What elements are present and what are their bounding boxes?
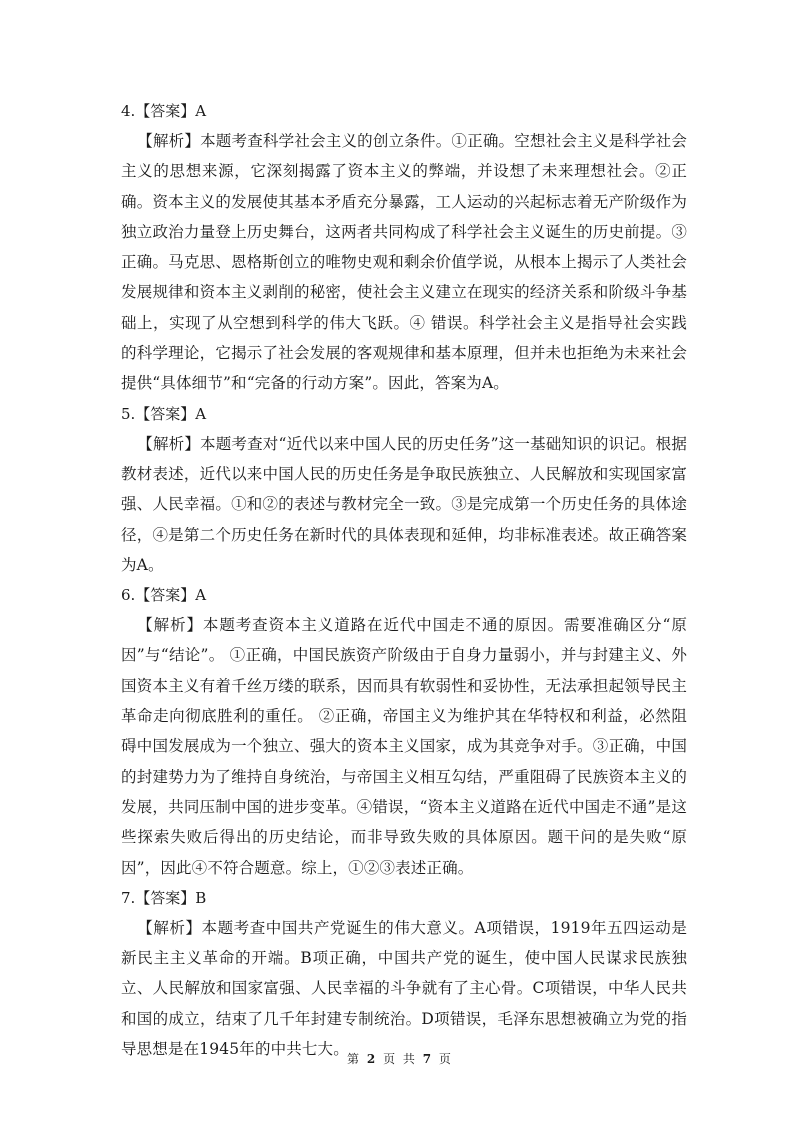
analysis-paragraph: 【解析】本题考查科学社会主义的创立条件。①正确。空想社会主义是科学社会主义的思想来源，它深刻揭露了资本主义的弊端，并设想了未来理想社会。②正确。资本主义的发展使其基本矛盾充分暴露，工人运动的兴起标志着无产阶级作为独立政治力量登上历史舞台，这两者共同构成了科学社会主义诞生的历史前提。③ 正确。马克思、恩格斯创立的唯物史观和剩余价值学说，从根本上揭示了人类社会发展规律和资本主义剥削的秘密，使社会主义建立在现实的经济关系和阶级斗争基础上，实现了从空想到科学的伟大飞跃。④ 错误。科学社会主义是指导社会实践的科学理论，它揭示了社会发展的客观规律和基本原理，但并未也拒绝为未来社会提供“具体细节”和“完备的行动方案”。因此，答案为A。 — [121, 132, 687, 393]
answer-label: 7.【答案】B — [121, 888, 207, 907]
footer-middle: 页 共 — [383, 1052, 417, 1066]
answer-label: 5.【答案】A — [121, 404, 207, 423]
question-block-4 — [121, 96, 687, 399]
current-page-number: 2 — [366, 1052, 378, 1066]
page-footer — [0, 1050, 800, 1068]
footer-suffix: 页 — [438, 1052, 453, 1066]
question-block-7 — [121, 883, 687, 1064]
analysis-paragraph: 【解析】本题考查中国共产党诞生的伟大意义。A项错误，1919年五四运动是新民主主义革命的开端。B项正确，中国共产党的诞生，使中国人民谋求民族独立、人民解放和国家富强、人民幸福的斗争就有了主心骨。C项错误，中华人民共和国的成立，结束了几千年封建专制统治。D项错误，毛泽东思想被确立为党的指导思想是在1945年的中共七大。 — [121, 918, 687, 1059]
footer-prefix: 第 — [347, 1052, 362, 1066]
answer-label: 6.【答案】A — [121, 586, 207, 605]
answer-key-content — [121, 96, 687, 1064]
analysis-paragraph: 【解析】本题考查对“近代以来中国人民的历史任务”这一基础知识的识记。根据教材表述，近代以来中国人民的历史任务是争取民族独立、人民解放和实现国家富强、人民幸福。①和②的表述与教材完全一致。③是完成第一个历史任务的具体途径，④是第二个历史任务在新时代的具体表现和延伸，均非标准表述。故正确答案为A。 — [121, 434, 687, 574]
total-page-count: 7 — [422, 1052, 434, 1066]
analysis-paragraph: 【解析】本题考查资本主义道路在近代中国走不通的原因。需要准确区分“原因”与“结论”。 ①正确，中国民族资产阶级由于自身力量弱小，并与封建主义、外国资本主义有着千丝万缕的联系，因而具有软弱性和妥协性，无法承担起领导民主革命走向彻底胜利的重任。 ②正确，帝国主义为维护其在华特权和利益，必然阻碍中国发展成为一个独立、强大的资本主义国家，成为其竞争对手。③正确，中国的封建势力为了维持自身统治，与帝国主义相互勾结，严重阻碍了民族资本主义的发展，共同压制中国的进步变革。④错误，“资本主义道路在近代中国走不通”是这些探索失败后得出的历史结论，而非导致失败的具体原因。题干问的是失败“原因”，因此④不符合题意。综上，①②③表述正确。 — [121, 616, 687, 877]
question-block-5 — [121, 399, 687, 580]
answer-label: 4.【答案】A — [121, 102, 207, 120]
question-block-6 — [121, 580, 687, 883]
